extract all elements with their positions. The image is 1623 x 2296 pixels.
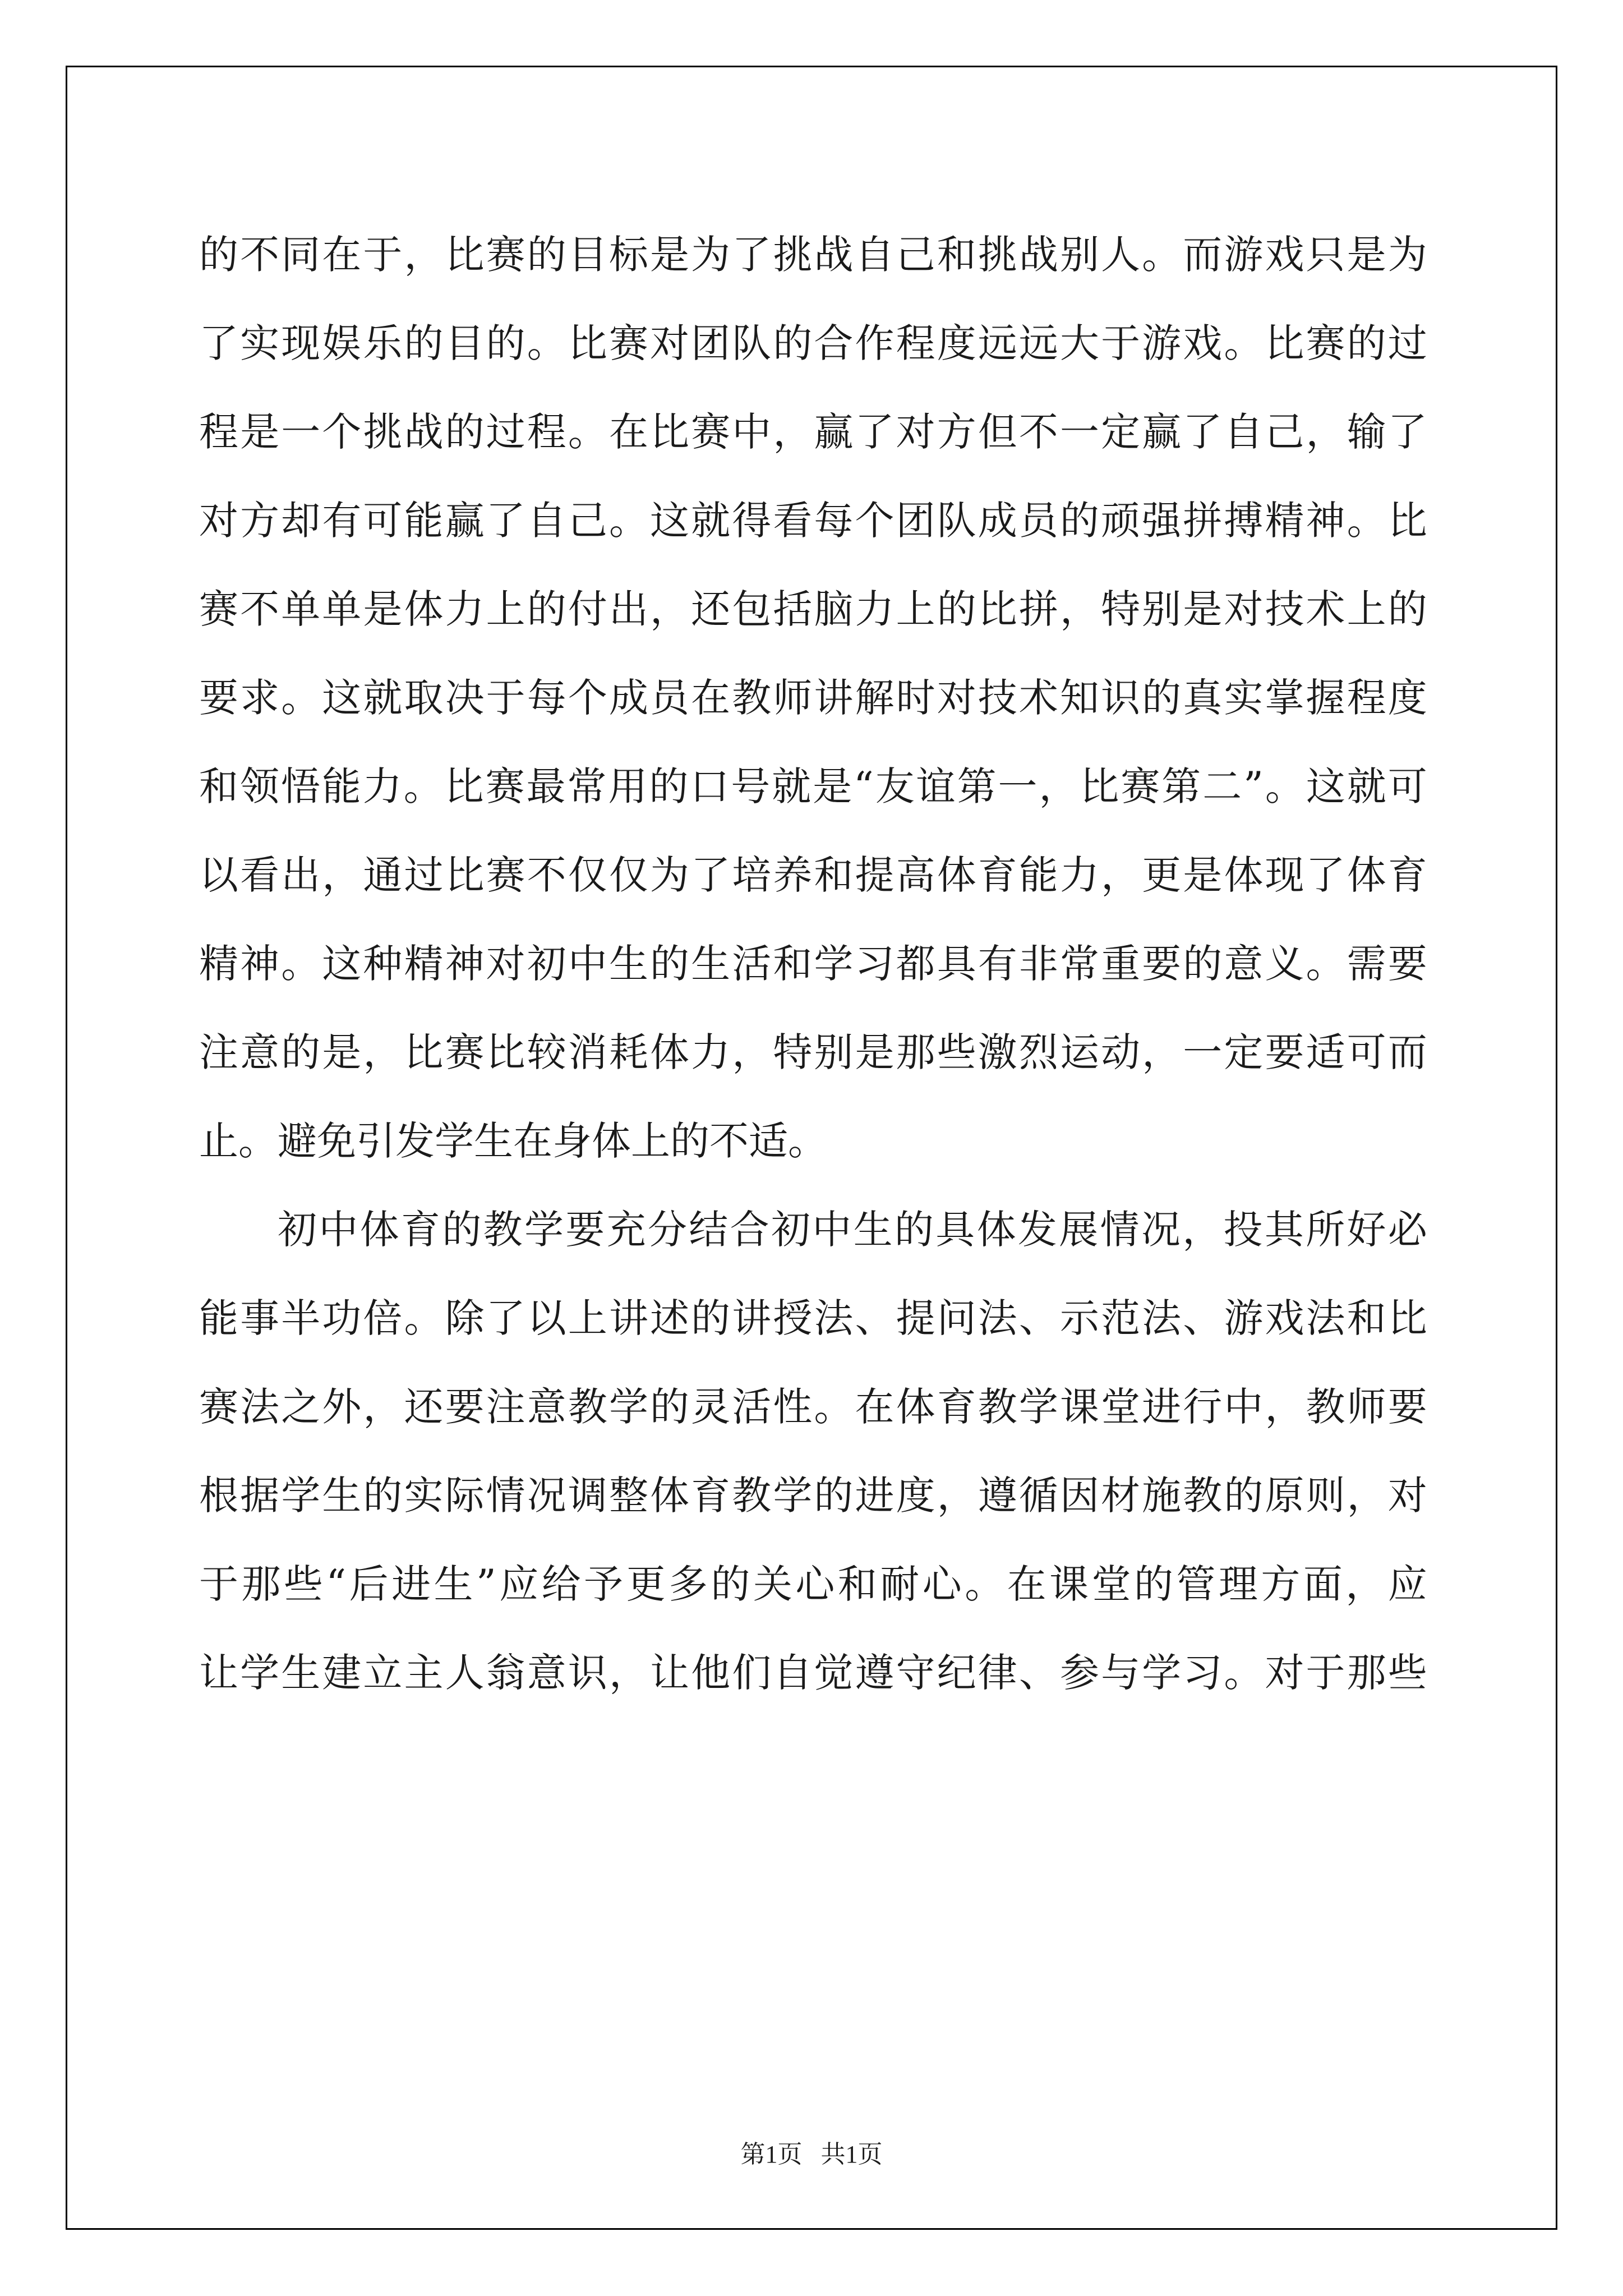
text-line: 赛 不 单 单 是 体 力 上 的 付 出 ， 还 包 括 脑 力 上 的 比 拼 ， 特 别 是 对 技 术 上 的 — [199, 586, 1427, 632]
text-line: 根 据 学 生 的 实 际 情 况 调 整 体 育 教 学 的 进 度 ， 遵 循 因 材 施 教 的 原 则 ， 对 — [199, 1473, 1427, 1519]
text-line: 初 中 体 育 的 教 学 要 充 分 结 合 初 中 生 的 具 体 发 展 情 况 ， 投 其 所 好 必 — [278, 1207, 1427, 1253]
document-body — [199, 210, 1427, 1717]
text-line: 赛 法 之 外 ， 还 要 注 意 教 学 的 灵 活 性 。 在 体 育 教 学 课 堂 进 行 中 ， 教 师 要 — [199, 1384, 1427, 1430]
text-line: 精 神 。 这 种 精 神 对 初 中 生 的 生 活 和 学 习 都 具 有 非 常 重 要 的 意 义 。 需 要 — [199, 941, 1427, 987]
text-line: 于 那 些 “ 后 进 生 ” 应 给 予 更 多 的 关 心 和 耐 心 。 在 课 堂 的 管 理 方 面 ， 应 — [199, 1561, 1427, 1607]
text-line: 以 看 出 ， 通 过 比 赛 不 仅 仅 为 了 培 养 和 提 高 体 育 能 力 ， 更 是 体 现 了 体 育 — [199, 852, 1427, 898]
text-line: 止 。 避 免 引 发 学 生 在 身 体 上 的 不 适 。 — [199, 1118, 827, 1164]
text-line: 能 事 半 功 倍 。 除 了 以 上 讲 述 的 讲 授 法 、 提 问 法 、 示 范 法 、 游 戏 法 和 比 — [199, 1295, 1427, 1341]
page-footer: 第1页 共1页 — [740, 2141, 883, 2168]
text-line: 的 不 同 在 于 ， 比 赛 的 目 标 是 为 了 挑 战 自 己 和 挑 战 别 人 。 而 游 戏 只 是 为 — [199, 232, 1427, 278]
text-line: 注 意 的 是 ， 比 赛 比 较 消 耗 体 力 ， 特 别 是 那 些 激 烈 运 动 ， 一 定 要 适 可 而 — [199, 1029, 1427, 1075]
text-line: 要 求 。 这 就 取 决 于 每 个 成 员 在 教 师 讲 解 时 对 技 术 知 识 的 真 实 掌 握 程 度 — [199, 675, 1427, 721]
paragraph — [199, 1185, 1427, 1717]
text-line: 和 领 悟 能 力 。 比 赛 最 常 用 的 口 号 就 是 “ 友 谊 第 一 ， 比 赛 第 二 ” 。 这 就 可 — [199, 763, 1427, 809]
text-line: 对 方 却 有 可 能 赢 了 自 己 。 这 就 得 看 每 个 团 队 成 员 的 顽 强 拼 搏 精 神 。 比 — [199, 498, 1427, 544]
text-line: 了 实 现 娱 乐 的 目 的 。 比 赛 对 团 队 的 合 作 程 度 远 远 大 于 游 戏 。 比 赛 的 过 — [199, 320, 1427, 366]
paragraph — [199, 210, 1427, 1185]
text-line: 让 学 生 建 立 主 人 翁 意 识 ， 让 他 们 自 觉 遵 守 纪 律 、 参 与 学 习 。 对 于 那 些 — [199, 1650, 1427, 1696]
text-line: 程 是 一 个 挑 战 的 过 程 。 在 比 赛 中 ， 赢 了 对 方 但 不 一 定 赢 了 自 己 ， 输 了 — [199, 409, 1427, 455]
